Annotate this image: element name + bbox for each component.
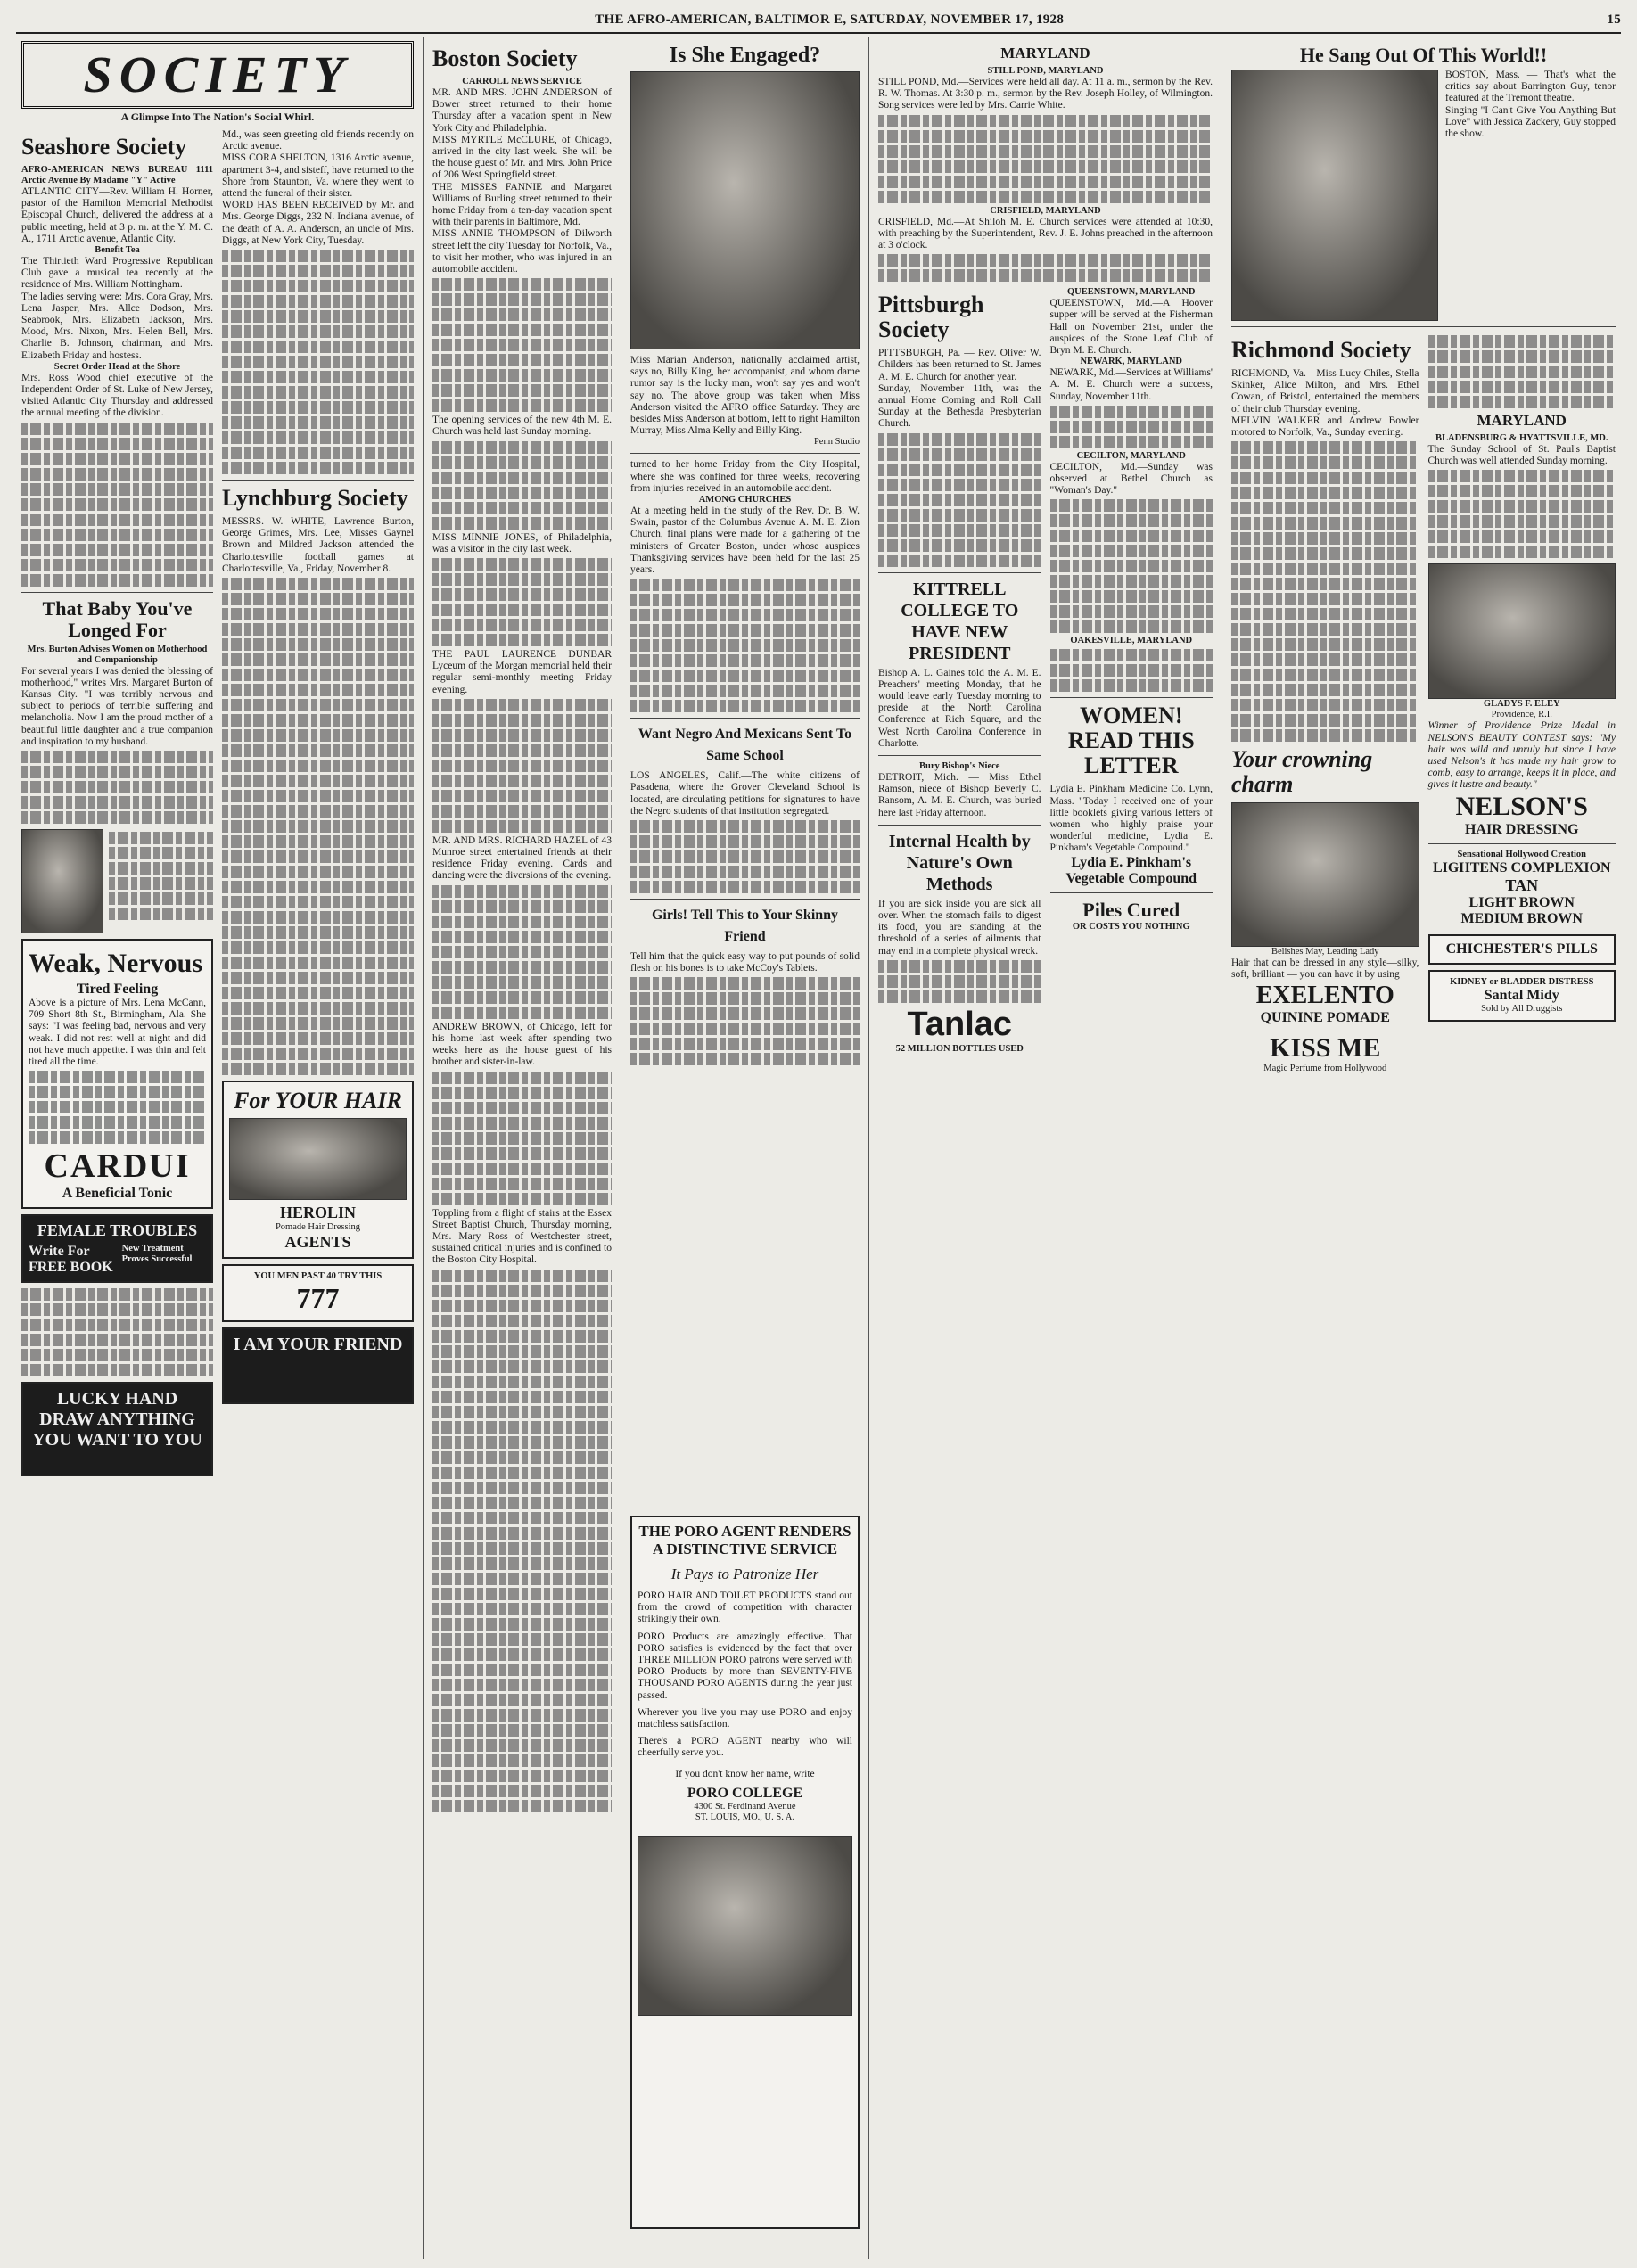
gladys-city: Providence, R.I. bbox=[1491, 710, 1552, 720]
crisfield-heading: CRISFIELD, MARYLAND bbox=[990, 205, 1101, 216]
chichester-ad bbox=[1428, 934, 1616, 965]
order-paragraph: Mrs. Ross Wood chief executive of the Independent Order of St. Luke of New Jersey, visited Atlantic City Thursday and addressed the annual meeting of the division. bbox=[21, 372, 213, 419]
column-4 bbox=[868, 37, 1222, 2259]
ladies-paragraph: The ladies serving were: Mrs. Cora Gray, Mrs. Lena Jasper, Mrs. Allce Dodson, Mrs. Seabrook, Mrs. Elizabeth Jackson, Mrs. Mood, Mrs. Nixon, Mrs. Helen Bell, Mrs. Charlie B. Johnson, chairman, and Mrs. Elizabeth Friday and hostess. bbox=[21, 291, 213, 361]
maryland-heading-2: MARYLAND bbox=[1477, 412, 1567, 429]
herolin-ad bbox=[222, 1081, 414, 1259]
cardui-logo: CARDUI bbox=[44, 1147, 191, 1186]
boston-p2: MISS MYRTLE McCLURE, of Chicago, arrived in the city last week. She will be the house guest of Mr. and Mrs. John Price of 206 West Springfield street. bbox=[432, 134, 612, 181]
boston-heading: Boston Society bbox=[432, 45, 578, 71]
kittrell-heading: KITTRELL COLLEGE TO HAVE NEW PRESIDENT bbox=[901, 579, 1019, 663]
bury-text: DETROIT, Mich. — Miss Ethel Ramson, niece of Bishop Beverly C. Ransom, A. M. E. Church, was buried here last Friday afternoon. bbox=[878, 772, 1041, 818]
oakesville-heading: OAKESVILLE, MARYLAND bbox=[1070, 636, 1193, 646]
among-churches-heading: AMONG CHURCHES bbox=[698, 495, 792, 505]
poro-address-1: 4300 St. Ferdinand Avenue bbox=[694, 1801, 796, 1812]
benefit-paragraph: The Thirtieth Ward Progressive Republican Club gave a musical tea recently at the residence of Mrs. William Nottingham. bbox=[21, 256, 213, 291]
poro-college-name: PORO COLLEGE bbox=[687, 1785, 803, 1801]
boston-p5: The opening services of the new 4th M. E. Church was held last Sunday morning. bbox=[432, 415, 612, 438]
cardui-tagline: A Beneficial Tonic bbox=[62, 1186, 173, 1202]
nelsons-sub: HAIR DRESSING bbox=[1464, 821, 1579, 837]
engaged-caption: Miss Marian Anderson, nationally acclaimed artist, says no, Billy King, her accompanist, and whom dame rumor say is the lucky man, won't say yes and won't say no. The above group was taken when Miss Anderson visited the AFRO office Saturday. They are besides Miss Anderson at bottom, left to right Hamilton Murray, Miss Alma Kelly and Billy King. bbox=[630, 355, 860, 437]
cecilton-heading: CECILTON, MARYLAND bbox=[1076, 450, 1186, 461]
women-letter-heading: WOMEN! READ THIS LETTER bbox=[1067, 703, 1195, 779]
queenstown-text: QUEENSTOWN, Md.—A Hoover supper will be served at the Fisherman Hall on November 21st, under the auspices of the Stone Leaf Club of Bryn M. E. Church. bbox=[1049, 298, 1213, 357]
seashore-society-heading: Seashore Society bbox=[21, 134, 187, 160]
newark-text: NEWARK, Md.—Services at Williams' A. M. E. Church were a success, Sunday, November 11th. bbox=[1049, 367, 1213, 402]
sang-text: Singing "I Can't Give You Anything But Love" with Jessica Zackery, Guy stopped the show. bbox=[1445, 104, 1616, 140]
exelento-sub: QUININE POMADE bbox=[1260, 1009, 1390, 1025]
bladensburg-text: The Sunday School of St. Paul's Baptist Church was well attended Sunday morning. bbox=[1427, 444, 1616, 467]
boston-lead: CARROLL NEWS SERVICE bbox=[462, 77, 582, 86]
herolin-sub: Pomade Hair Dressing bbox=[275, 1222, 361, 1233]
seashore-lead: AFRO-AMERICAN NEWS BUREAU 1111 Arctic Avenue By Madame "Y" Active bbox=[21, 165, 213, 185]
kiss-me-sub: Magic Perfume from Hollywood bbox=[1263, 1063, 1387, 1073]
sang-heading: He Sang Out Of This World!! bbox=[1299, 44, 1548, 66]
belishes-caption: Belishes May, Leading Lady bbox=[1271, 947, 1379, 957]
queenstown-heading: QUEENSTOWN, MARYLAND bbox=[1066, 287, 1196, 298]
boston-p8: MR. AND MRS. RICHARD HAZEL of 43 Munroe street entertained friends at their residence Friday evening. Cards and dancing were the diversions of the evening. bbox=[432, 834, 612, 882]
pittsburgh-heading: Pittsburgh Society bbox=[878, 292, 984, 343]
society-masthead: SOCIETY bbox=[21, 41, 414, 109]
md-paragraph-2: MISS CORA SHELTON, 1316 Arctic avenue, apartment 3-4, and sisteff, have returned to the Shore from Staunton, Va. where they went to attend the funeral of their sister. bbox=[222, 152, 414, 200]
women-letter-text: Lydia E. Pinkham Medicine Co. Lynn, Mass. "Today I received one of your little booklets giving various letters of women who highly praise your wonderful medicine, Lydia E. Pinkham's Vegetable Compound." bbox=[1049, 784, 1213, 854]
crowning-charm-heading: Your crowning charm bbox=[1231, 746, 1373, 798]
girls-heading: Girls! Tell This to Your Skinny Friend bbox=[651, 908, 839, 945]
poro-address-2: ST. LOUIS, MO., U. S. A. bbox=[695, 1812, 795, 1822]
gladys-text: Winner of Providence Prize Medal in NELSON'S BEAUTY CONTEST says: "My hair was wild and unruly but since I have used Nelson's it has made my hair grow to comb, easy to arrange, keeps it in place, and gives it lustre and beauty." bbox=[1427, 720, 1616, 791]
boston-p3: THE MISSES FANNIE and Margaret Williams of Burling street returned to their home Friday from a ten-day vacation spent with their parents in Baltimore, Md. bbox=[432, 181, 612, 228]
hollywood-heading: Sensational Hollywood Creation bbox=[1457, 849, 1586, 859]
want-negro-text: LOS ANGELES, Calif.—The white citizens of Pasadena, where the Grover Cleveland School is located, are circulating petitions for signatures to have the Negro students of that institution segregated. bbox=[630, 770, 860, 817]
engaged-heading: Is She Engaged? bbox=[669, 44, 821, 67]
female-heading: FEMALE TROUBLES bbox=[37, 1221, 198, 1240]
tanlac-logo: Tanlac bbox=[907, 1005, 1013, 1043]
baby-ad-heading: That Baby You've Longed For bbox=[42, 596, 193, 641]
poro-text-4: There's a PORO AGENT nearby who will cheerfully serve you. bbox=[638, 1736, 852, 1759]
friend-ad bbox=[222, 1327, 414, 1404]
gladys-name: GLADYS F. ELEY bbox=[1483, 699, 1560, 710]
female-sub2: New Treatment Proves Successful bbox=[121, 1244, 193, 1265]
masthead-title: THE AFRO-AMERICAN, BALTIMOR E, SATURDAY, NOVEMBER 17, 1928 bbox=[595, 12, 1065, 27]
internal-health-text: If you are sick inside you are sick all over. When the stomach fails to digest its food, you are standing at the threshold of a series of ailments that may end in a complete physical wreck. bbox=[878, 898, 1041, 957]
benefit-tea-heading: Benefit Tea bbox=[95, 245, 140, 256]
kittrell-text: Bishop A. L. Gaines told the A. M. E. Preachers' meeting Monday, that he would leave early Tuesday morning to preside at the North Carolina Conference at Rich Square, and the West North Carolina Conference in Charlotte. bbox=[878, 667, 1041, 749]
piles-sub: OR COSTS YOU NOTHING bbox=[1072, 921, 1190, 932]
page-number: 15 bbox=[1607, 12, 1621, 27]
santal-sub: Sold by All Druggists bbox=[1481, 1003, 1563, 1014]
medium-brown-text: MEDIUM BROWN bbox=[1460, 910, 1583, 926]
order-heading: Secret Order Head at the Shore bbox=[53, 361, 181, 372]
poro-ad-column bbox=[621, 1507, 868, 2247]
bury-heading: Bury Bishop's Niece bbox=[919, 761, 1000, 772]
crisfield-text: CRISFIELD, Md.—At Shiloh M. E. Church services were attended at 10:30, with preaching by the Superintendent, Rev. J. E. Johns preached in the afternoon at 3 o'clock. bbox=[878, 216, 1213, 251]
lucky-hand-ad bbox=[21, 1382, 213, 1476]
poro-heading-2: A DISTINCTIVE SERVICE bbox=[652, 1541, 838, 1557]
poro-text-5: If you don't know her name, write bbox=[675, 1768, 815, 1779]
female-troubles-ad bbox=[21, 1214, 213, 1283]
santal-ad bbox=[1428, 970, 1616, 1022]
piles-heading: Piles Cured bbox=[1082, 898, 1180, 921]
tanlac-sub: 52 MILLION BOTTLES USED bbox=[895, 1043, 1024, 1054]
exelento-logo: EXELENTO bbox=[1255, 981, 1394, 1009]
cecilton-text: CECILTON, Md.—Sunday was observed at Bethel Church as "Woman's Day." bbox=[1049, 461, 1213, 497]
friend-heading: I AM YOUR FRIEND bbox=[233, 1335, 403, 1355]
column-1 bbox=[12, 37, 423, 2259]
pinkham-name: Lydia E. Pinkham's Vegetable Compound bbox=[1065, 854, 1197, 886]
maryland-heading: MARYLAND bbox=[1000, 45, 1090, 62]
engaged-group-photo bbox=[630, 71, 860, 349]
pittsburgh-text: PITTSBURGH, Pa. — Rev. Oliver W. Childers has been returned to St. James A. M. E. Church for another year. bbox=[878, 348, 1041, 382]
poro-text-3: Wherever you live you may use PORO and enjoy matchless satisfaction. bbox=[638, 1706, 852, 1730]
lynchburg-paragraph: MESSRS. W. WHITE, Lawrence Burton, George Grimes, Mrs. Lee, Misses Gaynel Brown and Mildred Jackson attended the Charlottesville football games at Charlottesville, Va., Friday, November 8. bbox=[222, 516, 414, 574]
herolin-name: HEROLIN bbox=[279, 1204, 357, 1222]
cardui-sub: Tired Feeling bbox=[76, 982, 159, 998]
among-churches-text: At a meeting held in the study of the Rev. Dr. B. W. Swain, pastor of the Columbus Avenue A. M. E. Zion Church, final plans were made for a gathering of the ministers of Greater Boston, under whose auspices Thanksgiving services have been held for the last 25 years. bbox=[630, 505, 860, 576]
belishes-photo bbox=[1231, 802, 1419, 947]
men-past-number: 777 bbox=[296, 1282, 340, 1315]
baby-ad-sub: Mrs. Burton Advises Women on Motherhood and Companionship bbox=[27, 644, 208, 665]
baby-ad-text: For several years I was denied the blessing of motherhood," writes Mrs. Margaret Burton of Kansas City. "I was terribly nervous and subject to periods of terrible suffering and melancholia. Now I am the proud mother of a beautiful little daughter and a true companion and inspiration to my husband. bbox=[21, 665, 213, 747]
hair-ad-image bbox=[229, 1118, 407, 1200]
boston-p1: MR. AND MRS. JOHN ANDERSON of Bower street returned to their home Thursday after a vacation spent in New York City and Philadelphia. bbox=[432, 87, 612, 134]
cardui-text: Above is a picture of Mrs. Lena McCann, 709 Short 8th St., Birmingham, Ala. She says: "I was feeling bad, nervous and very weak. I did not rest well at night and did not have much appetite. I was thin and felt tired all the time. bbox=[29, 998, 206, 1068]
richmond-text-2: MELVIN WALKER and Andrew Bowler motored to Norfolk, Va., Sunday evening. bbox=[1231, 415, 1419, 439]
cardui-ad bbox=[21, 939, 213, 1209]
santal-name: Santal Midy bbox=[1484, 987, 1559, 1003]
barrington-guy-photo bbox=[1231, 70, 1438, 321]
col3-paragraph-1: turned to her home Friday from the City Hospital, where she was confined for three weeks, recovering from injuries received in an automobile accident. bbox=[630, 459, 860, 494]
masthead bbox=[16, 7, 1621, 34]
boston-p4: MISS ANNIE THOMPSON of Dilworth street left the city Tuesday for Norfolk, Va., to visit her mother, who was injured in an automobile accident. bbox=[432, 228, 612, 275]
poro-heading-1: THE PORO AGENT RENDERS bbox=[638, 1523, 851, 1540]
pittsburgh-text-2: Sunday, November 11th, was the annual Home Coming and Roll Call Sunday at the Bethesda Presbyterian Church. bbox=[878, 382, 1041, 430]
newark-heading: NEWARK, MARYLAND bbox=[1080, 357, 1183, 367]
chichester-name: CHICHESTER'S PILLS bbox=[1445, 941, 1598, 957]
portrait-photo bbox=[21, 829, 103, 933]
kiss-me-logo: KISS ME bbox=[1270, 1032, 1381, 1063]
want-negro-heading: Want Negro And Mexicans Sent To Same School bbox=[638, 727, 852, 764]
still-pond-text: STILL POND, Md.—Services were held all day. At 11 a. m., sermon by the Rev. R. W. Thomas. At 3:30 p. m., sermon by the Rev. Joseph Holley, of Wilmington. Song services were led by Mrs. Carrie White. bbox=[878, 77, 1213, 111]
poro-heading-3: It Pays to Patronize Her bbox=[670, 1565, 819, 1582]
richmond-text: RICHMOND, Va.—Miss Lucy Chiles, Stella Skinker, Alice Milton, and Mrs. Ethel Cowan, of Bristol, entertained the members of their club Thursday evening. bbox=[1231, 368, 1419, 415]
society-subtitle: A Glimpse Into The Nation's Social Whirl. bbox=[120, 111, 315, 123]
still-pond-heading: STILL POND, MARYLAND bbox=[987, 66, 1104, 76]
lucky-hand-heading: LUCKY HAND DRAW ANYTHING YOU WANT TO YOU bbox=[32, 1389, 202, 1450]
men-past-heading: YOU MEN PAST 40 TRY THIS bbox=[253, 1271, 383, 1282]
column-2 bbox=[423, 37, 621, 2259]
engaged-credit: Penn Studio bbox=[813, 437, 860, 448]
boston-p9: ANDREW BROWN, of Chicago, left for his home last week after spending two weeks here as the house guest of his brother and sister-in-law. bbox=[432, 1021, 612, 1068]
bladensburg-heading: BLADENSBURG & HYATTSVILLE, MD. bbox=[1435, 433, 1608, 443]
light-brown-text: LIGHT BROWN bbox=[1468, 894, 1575, 910]
poro-illustration bbox=[638, 1836, 852, 2016]
nelsons-logo: NELSON'S bbox=[1455, 791, 1588, 821]
internal-health-heading: Internal Health by Nature's Own Methods bbox=[888, 831, 1031, 894]
poro-ad bbox=[630, 1516, 860, 2229]
female-sub1: Write For FREE BOOK bbox=[29, 1244, 113, 1276]
poro-text-2: PORO Products are amazingly effective. That PORO satisfies is evidenced by the fact that over THREE MILLION PORO patrons were served with PORO Products by more than SEVENTY-FIVE THOUSAND PORO AGENTS during the year just passed. bbox=[638, 1631, 852, 1701]
boston-p7: THE PAUL LAURENCE DUNBAR Lyceum of the Morgan memorial held their regular semi-monthly meeting Friday evening. bbox=[432, 649, 612, 695]
md-paragraph-1: Md., was seen greeting old friends recently on Arctic avenue. bbox=[222, 129, 414, 152]
poro-text-1: PORO HAIR AND TOILET PRODUCTS stand out from the crowd of competition with character strikingly their own. bbox=[638, 1590, 852, 1625]
belishes-text: Hair that can be dressed in any style—silky, soft, brilliant — you can have it by using bbox=[1231, 957, 1419, 981]
column-5 bbox=[1222, 37, 1625, 2259]
men-past-40-ad bbox=[222, 1264, 414, 1322]
seashore-paragraph: ATLANTIC CITY—Rev. William H. Horner, pastor of the Hamilton Memorial Methodist Episcopal Church, delivered the address at a public meeting, held at 3 p. m. at the Y. M. C. A., 1711 Arctic avenue, Atlantic City. bbox=[21, 186, 213, 244]
agents-label: AGENTS bbox=[284, 1233, 351, 1252]
cardui-heading: Weak, Nervous bbox=[29, 949, 202, 979]
kidney-heading: KIDNEY or BLADDER DISTRESS bbox=[1450, 976, 1594, 987]
lightens-text: LIGHTENS COMPLEXION bbox=[1432, 859, 1611, 875]
md-paragraph-3: WORD HAS BEEN RECEIVED by Mr. and Mrs. George Diggs, 232 N. Indiana avenue, of the death of A. A. Anderson, an uncle of Mrs. Diggs, at New York City, Tuesday. bbox=[222, 200, 414, 246]
sang-caption: BOSTON, Mass. — That's what the critics say about Barrington Guy, tenor featured at the Tremont theatre. bbox=[1445, 70, 1616, 104]
richmond-heading: Richmond Society bbox=[1231, 337, 1411, 363]
gladys-photo bbox=[1428, 563, 1616, 699]
boston-p10: Toppling from a flight of stairs at the Essex Street Baptist Church, Thursday morning, Mrs. Mary Ross of Westchester street, sustained critical injuries and is confined to the Boston City Hospital. bbox=[432, 1207, 612, 1266]
boston-p6: MISS MINNIE JONES, of Philadelphia, was a visitor in the city last week. bbox=[432, 531, 612, 555]
tan-text: TAN bbox=[1505, 875, 1539, 894]
girls-text: Tell him that the quick easy way to put pounds of solid flesh on his bones is to take McCoy's Tablets. bbox=[630, 951, 860, 974]
lynchburg-heading: Lynchburg Society bbox=[222, 485, 408, 512]
hair-ad-title: For YOUR HAIR bbox=[234, 1088, 402, 1114]
